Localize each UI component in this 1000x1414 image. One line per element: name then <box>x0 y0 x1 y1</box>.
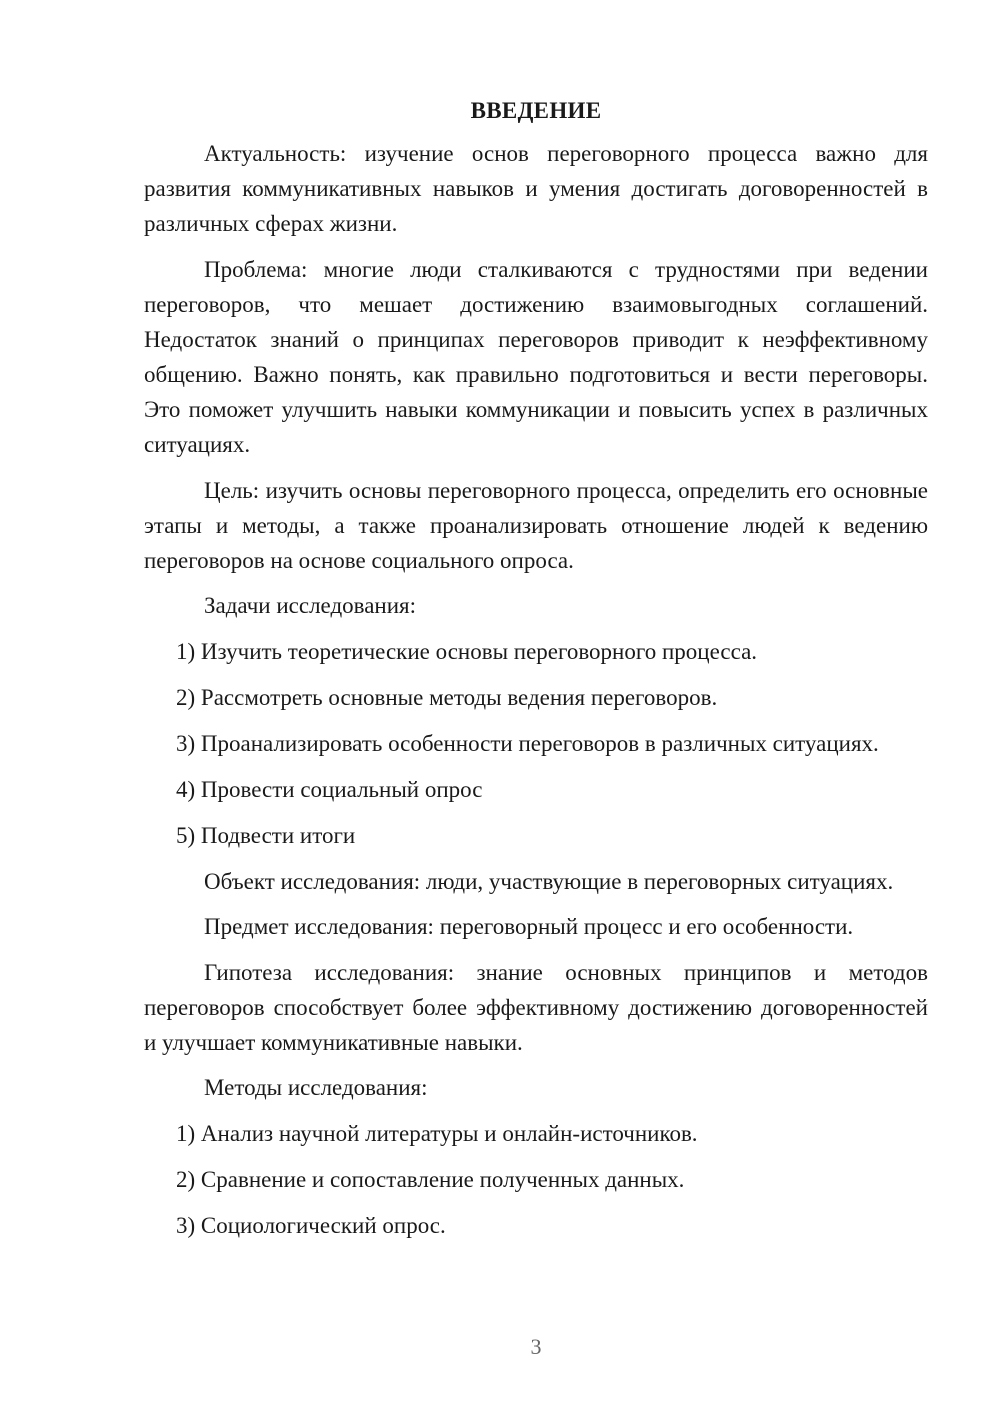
task-item-3: 3) Проанализировать особенности переговоров в различных ситуациях. <box>176 731 879 756</box>
object-paragraph: Объект исследования: люди, участвующие в переговорных ситуациях. <box>204 869 894 894</box>
methods-heading: Методы исследования: <box>204 1075 428 1100</box>
method-item-2: 2) Сравнение и сопоставление полученных данных. <box>176 1167 685 1192</box>
subject-paragraph: Предмет исследования: переговорный процесс и его особенности. <box>204 914 854 939</box>
tasks-heading: Задачи исследования: <box>204 593 417 618</box>
document-page <box>144 96 928 1254</box>
problem-paragraph: Проблема: многие люди сталкиваются с трудностями при ведении переговоров, что мешает достижению взаимовыгодных соглашений. Недостаток знаний о принципах переговоров приводит к неэффективному общению. Важно понять, как правильно подготовиться и вести переговоры. Это поможет улучшить навыки коммуникации и повысить успех в различных ситуациях. <box>144 257 928 457</box>
document-title: ВВЕДЕНИЕ <box>470 98 602 123</box>
method-item-3: 3) Социологический опрос. <box>176 1213 446 1238</box>
task-item-5: 5) Подвести итоги <box>176 823 356 848</box>
task-item-4: 4) Провести социальный опрос <box>176 777 483 802</box>
task-item-2: 2) Рассмотреть основные методы ведения переговоров. <box>176 685 718 710</box>
hypothesis-paragraph: Гипотеза исследования: знание основных принципов и методов переговоров способствует более эффективному достижению договоренностей и улучшает коммуникативные навыки. <box>144 960 928 1055</box>
method-item-1: 1) Анализ научной литературы и онлайн-источников. <box>176 1121 698 1146</box>
task-item-1: 1) Изучить теоретические основы переговорного процесса. <box>176 639 758 664</box>
page-number: 3 <box>530 1334 542 1359</box>
goal-paragraph: Цель: изучить основы переговорного процесса, определить его основные этапы и методы, а также проанализировать отношение людей к ведению переговоров на основе социального опроса. <box>144 478 928 573</box>
relevance-paragraph: Актуальность: изучение основ переговорного процесса важно для развития коммуникативных навыков и умения достигать договоренностей в различных сферах жизни. <box>144 141 928 236</box>
